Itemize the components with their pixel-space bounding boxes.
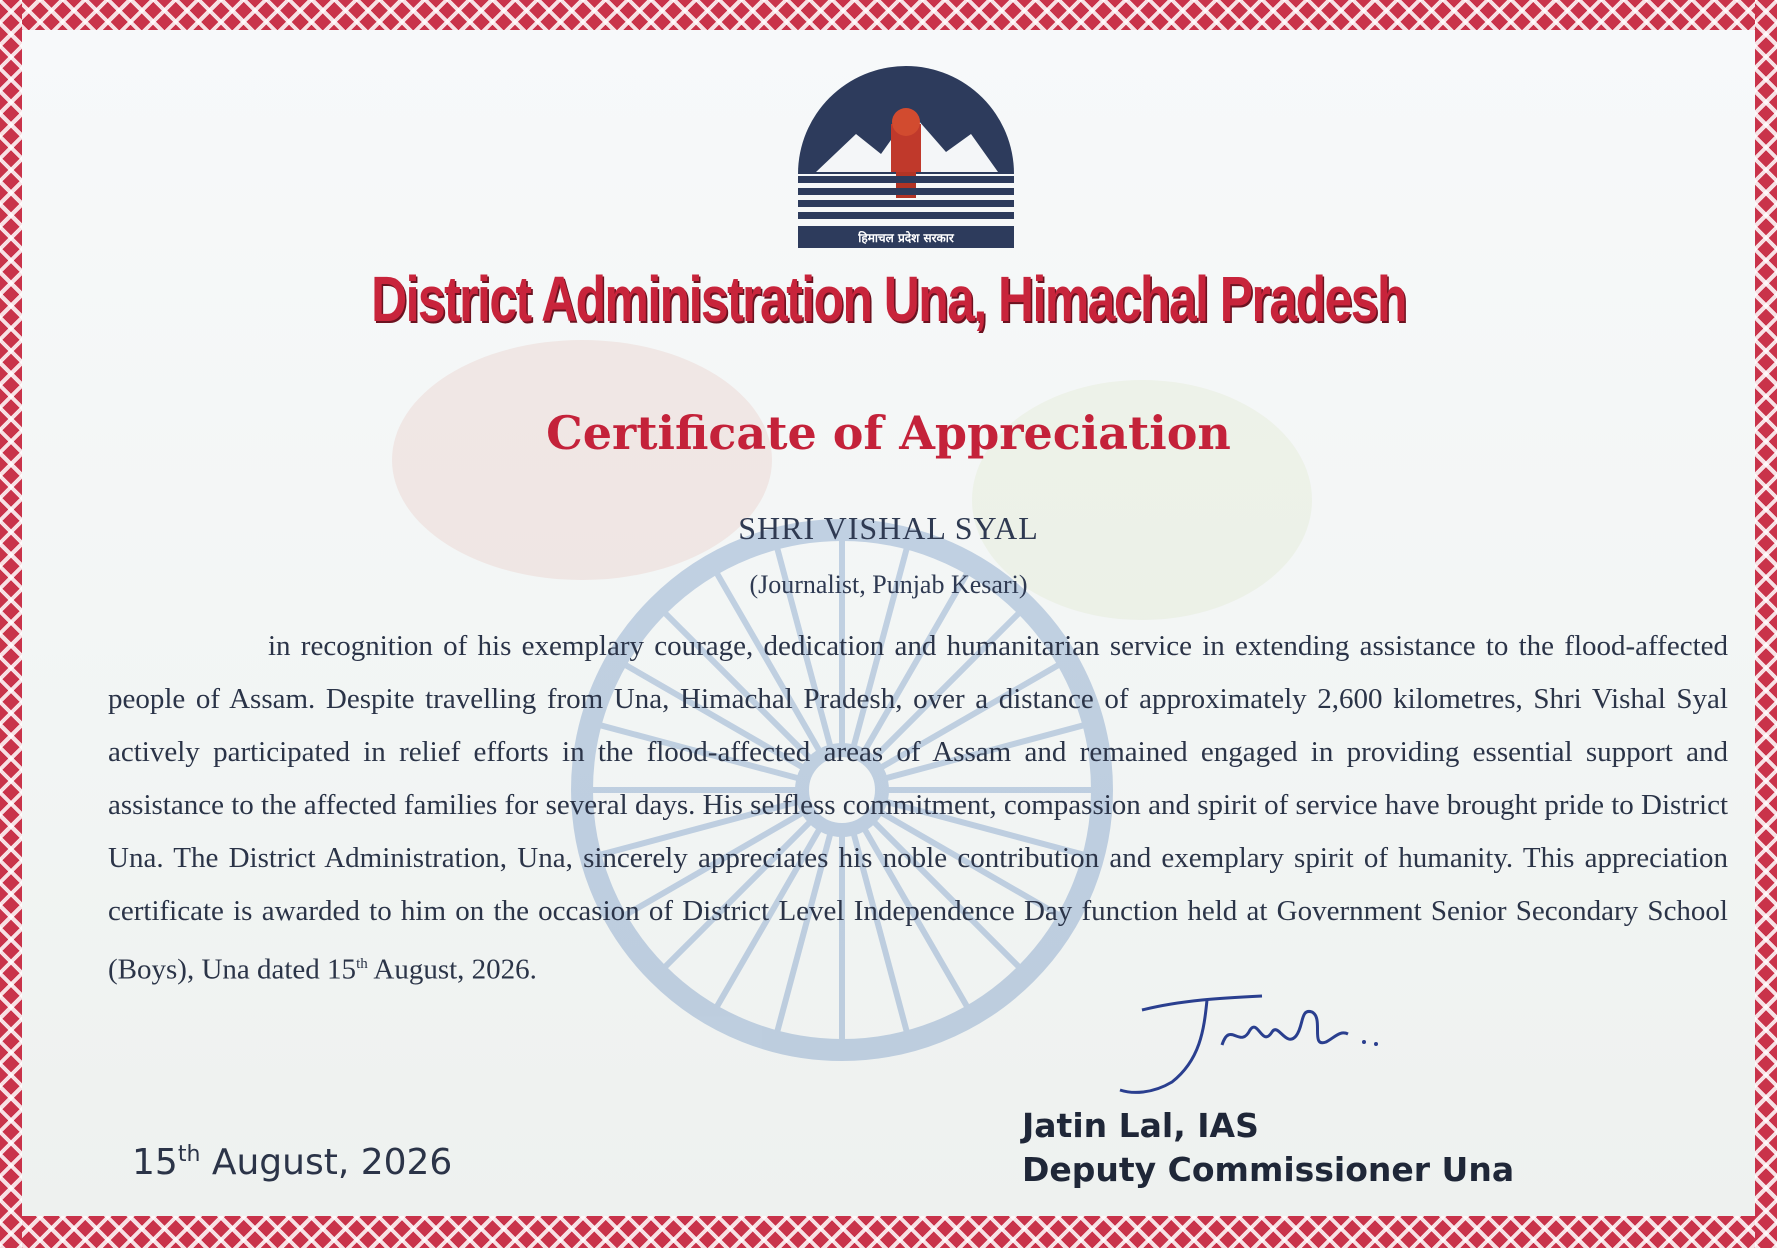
issue-date-suffix: th	[177, 1142, 201, 1167]
handwritten-signature	[1112, 990, 1412, 1100]
recipient-role: (Journalist, Punjab Kesari)	[749, 570, 1028, 599]
office-title: District Administration Una, Himachal Pradesh	[371, 263, 1406, 335]
decorative-border-top	[0, 0, 1777, 30]
issue-date-day: 15	[132, 1142, 178, 1183]
decorative-border-bottom	[0, 1216, 1777, 1248]
decorative-border-left	[0, 0, 22, 1248]
citation-text	[108, 620, 1728, 997]
himachal-pradesh-emblem	[786, 64, 1026, 254]
certificate-title: Certificate of Appreciation	[546, 406, 1231, 460]
citation-date-suffix: th	[356, 956, 368, 972]
citation-end: August, 2026.	[367, 953, 537, 986]
recipient-name: SHRI VISHAL SYAL	[738, 510, 1039, 546]
decorative-border-right	[1755, 0, 1777, 1248]
certificate-sheet	[22, 30, 1755, 1216]
issue-date-rest: August, 2026	[200, 1142, 453, 1183]
emblem-caption: हिमाचल प्रदेश सरकार	[858, 231, 954, 245]
citation-main: in recognition of his exemplary courage, dedication and humanitarian service in extending assistance to the flood-affected people of Assam. Despite travelling from Una, Himachal Pradesh, over a distance of approximately 2,600 kilometres, Shri Vishal Syal actively participated in relief efforts in the flood-affected areas of Assam and remained engaged in providing essential support and assistance to the affected families for several days. His selfless commitment, compassion and spirit of service have brought pride to District Una. The District Administration, Una, sincerely appreciates his noble contribution and exemplary spirit of humanity. This appreciation certificate is awarded to him on the occasion of District Level Independence Day function held at Government Senior Secondary School (Boys), Una dated 15	[108, 630, 1728, 986]
issue-date	[132, 1142, 452, 1183]
signatory-title: Deputy Commissioner Una	[1022, 1150, 1515, 1189]
signatory-name: Jatin Lal, IAS	[1022, 1106, 1259, 1145]
